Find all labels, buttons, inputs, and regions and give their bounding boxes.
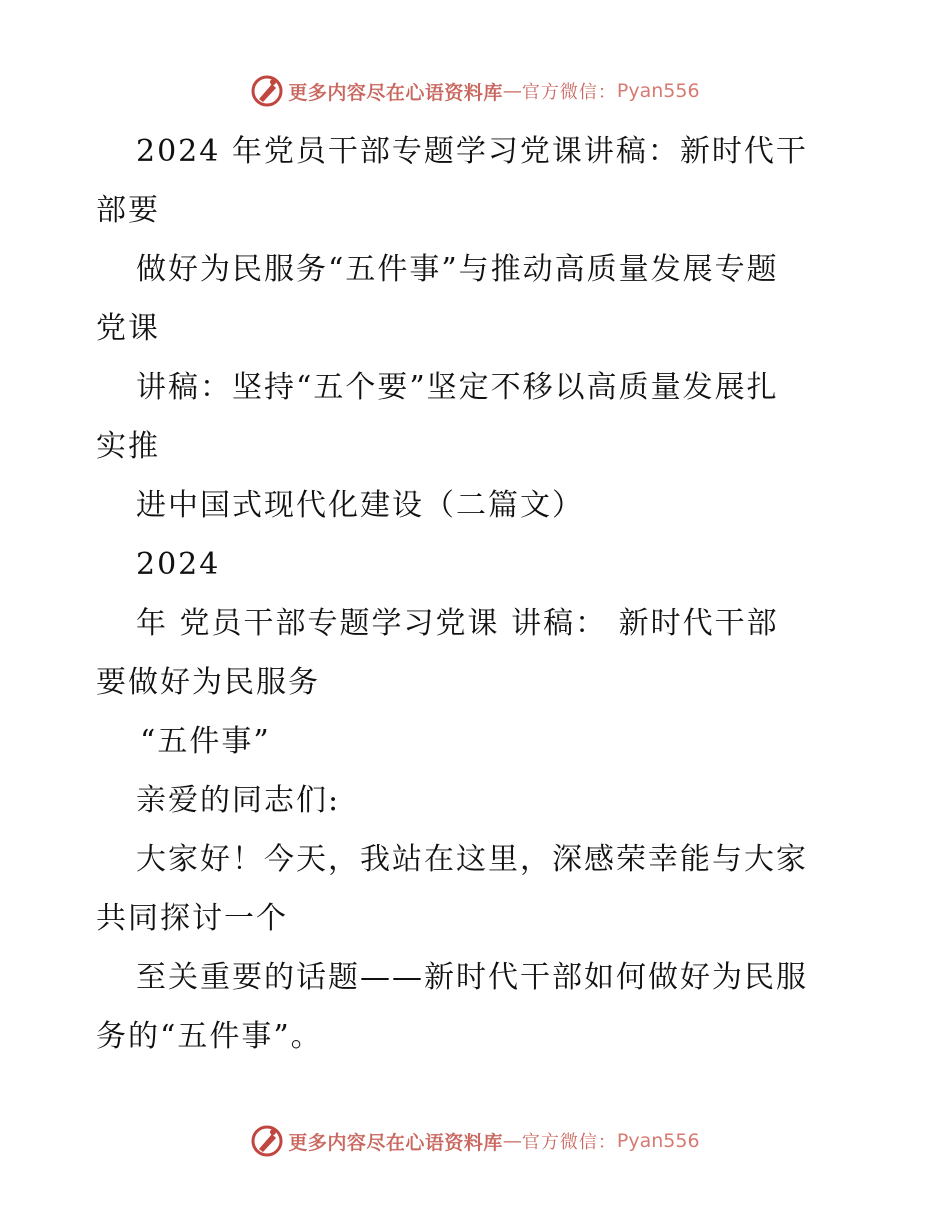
paragraph-line: 大家好！今天，我站在这里，深感荣幸能与大家 <box>136 842 808 877</box>
watermark-brand: 更多内容尽在心语资料库 <box>288 81 503 104</box>
document-body <box>96 122 856 1066</box>
pen-logo-icon <box>250 1124 284 1158</box>
salutation-line: 亲爱的同志们: <box>136 783 341 818</box>
title-line: 2024 年党员干部专题学习党课讲稿：新时代干 <box>136 134 808 169</box>
paragraph-line: 年 党员干部专题学习党课 讲稿： 新时代干部 <box>136 606 779 641</box>
paragraph-line: “五件事” <box>140 724 271 759</box>
title-line: 进中国式现代化建设（二篇文） <box>136 488 584 523</box>
title-line: 党课 <box>96 311 160 346</box>
watermark-wechat-label: 官方微信： <box>521 82 617 103</box>
paragraph-line: 务的“五件事”。 <box>96 1019 323 1054</box>
title-line: 做好为民服务“五件事”与推动高质量发展专题 <box>136 252 779 287</box>
pen-logo-icon <box>250 74 284 108</box>
watermark-wechat-id: Pyan556 <box>616 1130 700 1152</box>
title-line: 部要 <box>96 193 160 228</box>
header-watermark <box>0 71 950 111</box>
watermark-separator: — <box>502 1130 522 1152</box>
title-line: 实推 <box>96 429 160 464</box>
paragraph-line: 要做好为民服务 <box>96 665 320 700</box>
paragraph-line: 共同探讨一个 <box>96 901 288 936</box>
paragraph-line: 2024 <box>136 547 221 582</box>
watermark-brand: 更多内容尽在心语资料库 <box>288 1131 503 1154</box>
watermark-wechat-id: Pyan556 <box>616 80 700 102</box>
watermark-wechat-label: 官方微信： <box>521 1132 617 1153</box>
paragraph-line: 至关重要的话题——新时代干部如何做好为民服 <box>136 960 808 995</box>
title-line: 讲稿：坚持“五个要”坚定不移以高质量发展扎 <box>136 370 779 405</box>
footer-watermark <box>0 1121 950 1161</box>
watermark-separator: — <box>502 80 522 102</box>
